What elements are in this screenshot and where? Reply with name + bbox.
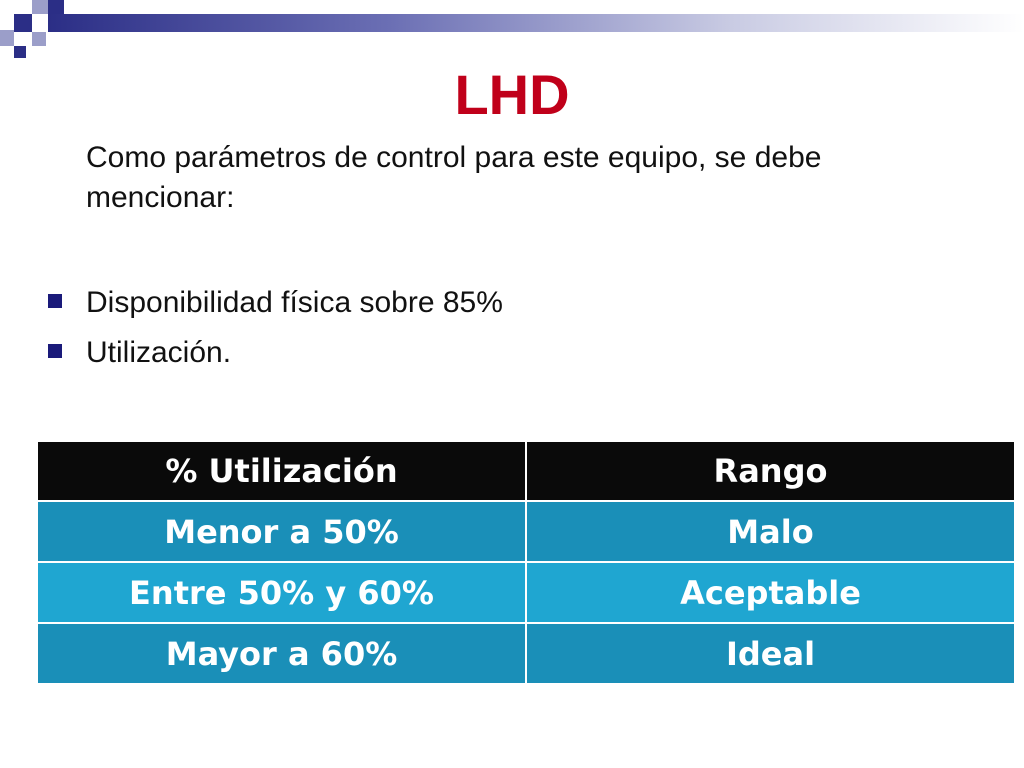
square-bullet-icon <box>48 294 62 308</box>
table-row <box>38 562 1014 623</box>
square-bullet-icon <box>48 344 62 358</box>
bullet-list <box>46 278 503 378</box>
column-header-rango: Rango <box>526 442 1014 501</box>
utilization-table <box>38 442 1014 683</box>
table-row <box>38 623 1014 683</box>
table-header-row <box>38 442 1014 501</box>
table-cell: Entre 50% y 60% <box>38 562 526 623</box>
table-cell: Mayor a 60% <box>38 623 526 683</box>
column-header-utilization: % Utilización <box>38 442 526 501</box>
bullet-text: Disponibilidad física sobre 85% <box>86 286 503 319</box>
table-row <box>38 501 1014 562</box>
table-cell: Menor a 50% <box>38 501 526 562</box>
table-cell: Aceptable <box>526 562 1014 623</box>
bullet-item <box>46 328 503 378</box>
intro-text: Como parámetros de control para este equipo, se debe mencionar: <box>86 141 822 214</box>
bullet-item <box>46 278 503 328</box>
table-cell: Ideal <box>526 623 1014 683</box>
slide-title: LHD <box>454 63 570 126</box>
table-cell: Malo <box>526 501 1014 562</box>
header-gradient-bar <box>48 14 1024 32</box>
bullet-text: Utilización. <box>86 336 232 369</box>
